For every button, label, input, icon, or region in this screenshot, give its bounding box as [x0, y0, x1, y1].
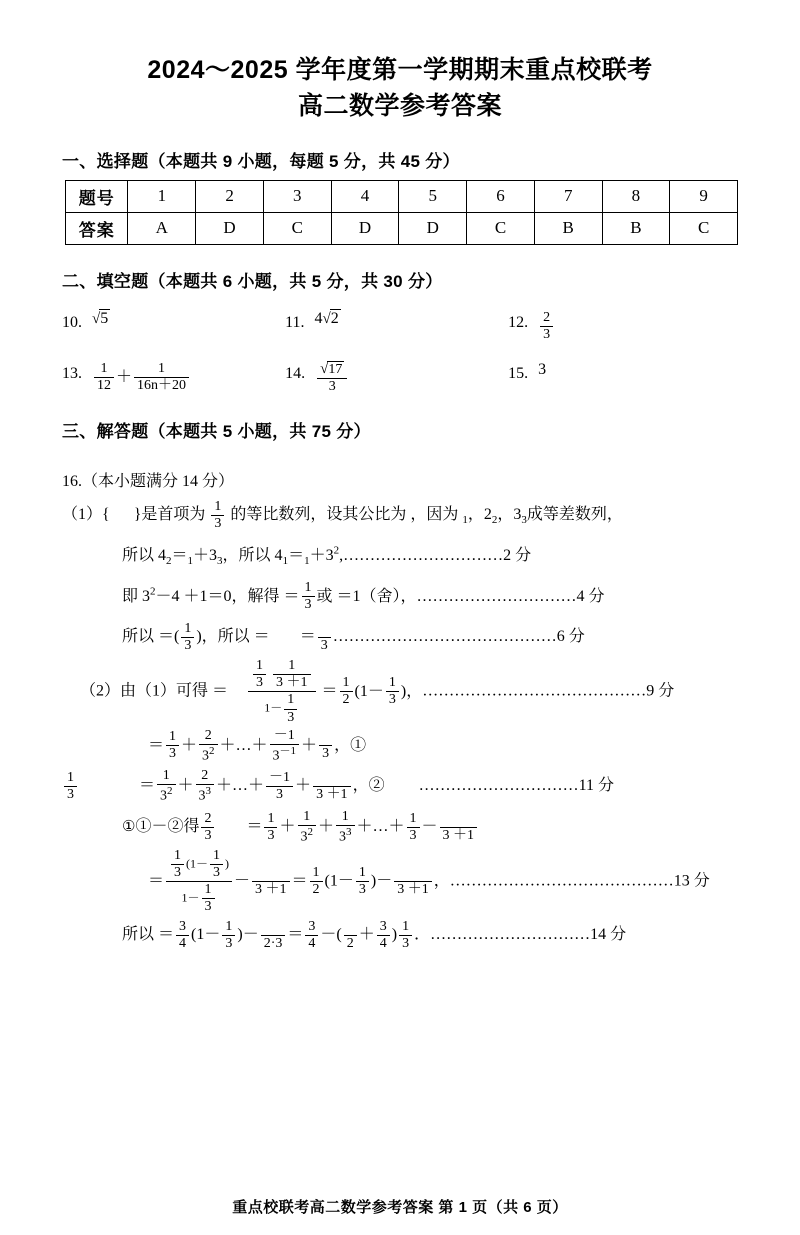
- table-row-numbers: [66, 180, 738, 212]
- line8-c: ＋: [279, 818, 296, 836]
- problem-16-part2-line4: ①①－②得 $\frac{2}{3}$ ＝ $\frac{1}{3}$ ＋ $\frac{1}{3^2}$ ＋ $\frac{1}{3^3}$ ＋…＋ $\frac{1}{3}$ － 3 ＋1: [62, 807, 738, 848]
- section-heading-solve: 三、解答题（本题共 5 小题，共 75 分）: [62, 422, 371, 442]
- problem-16-part1-line4: 所以 ＝( $\frac{1}{3}$ )，所以 ＝ ＝ 3 ……………………………………6 分: [122, 621, 585, 654]
- line7-score: 11 分: [578, 777, 614, 795]
- fill-value-12: $\frac{2}{3}$: [540, 310, 553, 343]
- line9-a: ＝: [148, 872, 165, 890]
- fill-value-14: $\frac{√17}{3}$: [317, 361, 347, 395]
- choice-answer-table: [65, 180, 738, 245]
- fill-item-12: [508, 310, 731, 343]
- problem-16-part2-line1: （2）由（1）可得 ＝ $\frac{1}{3}$ $\frac{1}{3 +1}$ 1－ $\frac{1}{3}$ ＝ $\frac{1}{2}$ (1－ $\frac{1}{3}$ )，……………………………………9 分: [80, 658, 675, 725]
- page-footer: 重点校联考高二数学参考答案 第 1 页（共 6 页）: [232, 1199, 568, 1216]
- part2-eq: ＝: [321, 682, 338, 700]
- line2-c: ＋3: [193, 546, 218, 564]
- problem-16-part1-line3: 即 $3^2-4 +1=0$，解得 ＝ $\frac{1}{3}$ 或 ＝1（舍），…………………………4 分: [122, 580, 605, 613]
- line6-c: ＋…＋: [219, 736, 268, 754]
- part1-text-c: ，2: [467, 506, 492, 524]
- line10-dots: …………………………: [430, 926, 591, 944]
- line7-b: ＋: [177, 777, 194, 795]
- line2-e: ＝: [288, 546, 305, 564]
- fill-number-13: 13.: [62, 364, 82, 382]
- line9-score: 13 分: [673, 872, 710, 890]
- line4-a: 所以 ＝(: [122, 628, 180, 646]
- part2-dots: ……………………………………: [422, 682, 647, 700]
- line4-score: 6 分: [556, 628, 585, 646]
- line8-d: ＋: [318, 818, 335, 836]
- line3-a: 即 3: [122, 587, 151, 605]
- line7-d: ＋: [295, 777, 312, 795]
- title-line-2: 高二数学参考答案: [297, 92, 502, 121]
- section-heading-choice: 一、选择题（本题共 9 小题，每题 5 分，共 45 分）: [62, 151, 460, 171]
- line10-c: )－: [237, 926, 259, 944]
- line2-a: 所以 4: [122, 546, 167, 564]
- circled-1: ①: [122, 819, 136, 836]
- line9-e: )－: [370, 872, 393, 890]
- fill-item-14: [285, 361, 508, 395]
- part2-score: 9 分: [646, 682, 675, 700]
- line10-e: －(: [320, 926, 342, 944]
- fill-item-13: [62, 361, 285, 395]
- part2-label: （2）由（1）可得 ＝: [80, 682, 229, 700]
- problem-16-part2-line3: $\frac{1}{3}$ ＝ $\frac{1}{3^2}$ ＋ $\frac{2}{3^3}$ ＋…＋ $\frac{-1}{3}$ ＋ 3 ＋1 ，② …………………………11 分: [62, 766, 738, 807]
- question-number-8: 8: [602, 180, 670, 212]
- fill-item-11: [285, 310, 508, 343]
- answer-6: C: [467, 212, 535, 244]
- fill-number-14: 14.: [285, 364, 306, 382]
- line6-d: ＋: [301, 736, 318, 754]
- line8-a: ①－②得: [135, 818, 200, 836]
- problem-16-heading: 16.（本小题满分 14 分）: [62, 473, 235, 491]
- line2-f: ＋3: [309, 546, 334, 564]
- answer-8: B: [602, 212, 670, 244]
- line3-b: －4 ＋1＝0，解得 ＝: [155, 587, 300, 605]
- fill-number-10: 10.: [62, 313, 82, 331]
- line7-dots: …………………………: [418, 777, 579, 795]
- line4-dots: ……………………………………: [332, 628, 557, 646]
- line9-dots: ……………………………………: [449, 872, 674, 890]
- question-number-2: 2: [196, 180, 264, 212]
- line10-b: (1－: [191, 926, 221, 944]
- line10-f: ＋: [358, 926, 375, 944]
- problem-16-part2-line5: ＝ $\frac{1}{3}$ (1－ $\frac{1}{3}$ ) 1－ $\frac{1}{3}$ － 3 ＋1 ＝ $\frac{1}{2}$ (1－ $\frac{1}{3}$ )－ 3 ＋1 ，……………………………………13 分: [148, 847, 710, 915]
- line9-b: －: [234, 872, 251, 890]
- part1-text-d: ，3: [497, 506, 522, 524]
- answer-1: A: [128, 212, 196, 244]
- part1-label: （1）{: [62, 506, 110, 524]
- question-number-3: 3: [263, 180, 331, 212]
- question-number-5: 5: [399, 180, 467, 212]
- fill-value-15: 3: [538, 360, 547, 378]
- line6-e: ，①: [334, 736, 367, 754]
- line10-d: ＝: [287, 926, 304, 944]
- line3-c: 或 ＝1（舍），: [316, 587, 417, 605]
- answer-2: D: [196, 212, 264, 244]
- line2-score: 2 分: [503, 546, 532, 564]
- fill-value-13: $\frac{1}{12}$ ＋ $\frac{1}{16n+20}$: [92, 361, 191, 394]
- question-number-7: 7: [534, 180, 602, 212]
- fill-row-2: [62, 361, 738, 395]
- problem-16-part1-line2: 所以 $4_2=_1+3_3$，所以 $4_1=_1+3^2,\dots\dots\dots\dots\dots\dots\dots\dots\dots\dots 2$ 分: [122, 544, 532, 568]
- answer-9: C: [670, 212, 738, 244]
- problem-16-part2-line2: ＝ $\frac{1}{3}$ ＋ $\frac{2}{3^2}$ ＋…＋ $\frac{-1}{3^{-1}}$ ＋ 3 ，①: [148, 727, 367, 764]
- answer-5: D: [399, 212, 467, 244]
- line7-e: ，②: [352, 777, 385, 795]
- line3-dots: …………………………: [416, 587, 577, 605]
- problem-16-part1-line1: （1）{ }是首项为 $\frac{1}{3}$ 的等比数列，设其公比为 ，因为 $_1$，$2_2$，$3_3$成等差数列，: [62, 498, 623, 531]
- line6-b: ＋: [181, 736, 198, 754]
- line8-f: －: [421, 818, 438, 836]
- line10-g: ): [391, 926, 398, 944]
- question-number-6: 6: [467, 180, 535, 212]
- question-number-9: 9: [670, 180, 738, 212]
- row-header-answer: 答案: [66, 212, 128, 244]
- answer-3: C: [263, 212, 331, 244]
- part1-text-a: }是首项为: [133, 506, 206, 524]
- answer-4: D: [331, 212, 399, 244]
- table-row-answers: [66, 212, 738, 244]
- title-line-1: 2024～2025 学年度第一学期期末重点校联考: [147, 56, 653, 84]
- fill-item-10: [62, 310, 285, 343]
- line4-b: )，所以 ＝: [196, 628, 270, 646]
- line2-g: ,: [339, 546, 344, 564]
- line6-a: ＝: [148, 736, 165, 754]
- fill-number-12: 12.: [508, 313, 529, 331]
- fill-number-15: 15.: [508, 364, 529, 382]
- line9-d: (1－: [324, 872, 354, 890]
- fill-number-11: 11.: [285, 313, 305, 331]
- line2-dots: …………………………: [343, 546, 504, 564]
- fill-item-15: [508, 361, 731, 395]
- line2-b: ＝: [171, 546, 188, 564]
- line2-d: ，所以 4: [222, 546, 283, 564]
- line10-h: ．: [414, 926, 431, 944]
- line9-f: ，: [433, 872, 450, 890]
- line3-score: 4 分: [576, 587, 605, 605]
- question-number-1: 1: [128, 180, 196, 212]
- part1-text-e: 成等差数列，: [526, 506, 623, 524]
- answer-7: B: [534, 212, 602, 244]
- line9-c: ＝: [291, 872, 308, 890]
- line7-a: ＝: [139, 777, 156, 795]
- part2-paren: (1－ $\frac{1}{3}$ )，: [354, 675, 423, 708]
- problem-16-part2-line6: 所以 ＝ $\frac{3}{4}$ (1－ $\frac{1}{3}$ )－ 2·3 ＝ $\frac{3}{4}$ －( 2 ＋ $\frac{3}{4}$ ) $\frac{1}{3}$ ．…………………………14 分: [122, 919, 627, 952]
- line8-e: ＋…＋: [356, 818, 405, 836]
- fill-value-11: 4√2: [314, 309, 339, 327]
- page-title: [62, 52, 738, 125]
- line10-a: 所以 ＝: [122, 926, 175, 944]
- line4-c: ＝: [299, 628, 316, 646]
- part1-text-b: 的等比数列，设其公比为 ，因为: [230, 506, 459, 524]
- line7-c: ＋…＋: [216, 777, 265, 795]
- line8-b: ＝: [246, 818, 263, 836]
- line10-score: 14 分: [590, 926, 627, 944]
- fill-row-1: [62, 310, 738, 343]
- question-number-4: 4: [331, 180, 399, 212]
- fill-value-10: √5: [92, 309, 109, 327]
- row-header-number: 题号: [66, 180, 128, 212]
- section-heading-fill: 二、填空题（本题共 6 小题，共 5 分，共 30 分）: [62, 271, 443, 291]
